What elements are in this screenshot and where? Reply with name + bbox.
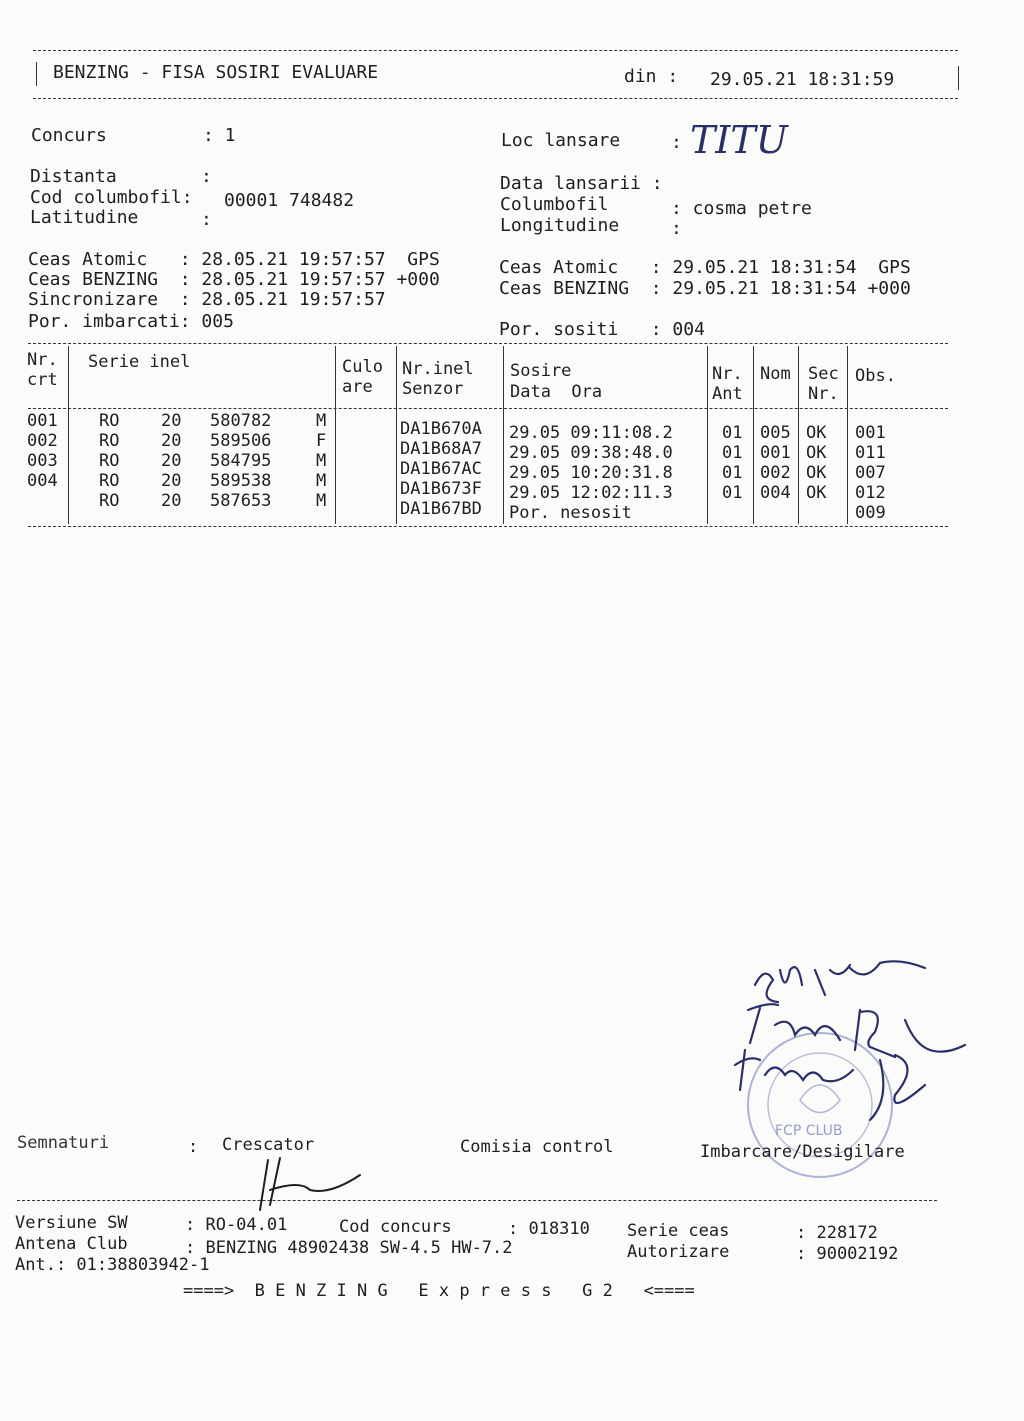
header-crt: crt: [27, 370, 58, 390]
row-obs: 012: [855, 483, 886, 503]
document-title: BENZING - FISA SOSIRI EVALUARE: [53, 62, 379, 83]
header-data-ora: Data Ora: [510, 382, 603, 402]
loc-lansare-label: Loc lansare: [501, 130, 621, 151]
row-nr: 001: [27, 411, 58, 431]
header-obs: Obs.: [855, 366, 896, 386]
row-sex: M: [316, 411, 327, 431]
row-year: 20: [161, 411, 182, 431]
row-obs: 011: [855, 443, 886, 463]
row-nom: 002: [760, 463, 791, 483]
porumbei-sositi: Por. sositi : 004: [499, 319, 705, 340]
concurs-label: Concurs: [31, 125, 107, 146]
row-ring: 587653: [210, 491, 272, 511]
row-obs: 001: [855, 423, 886, 443]
header-sosire: Sosire: [510, 361, 572, 381]
signature-imbarcare-label: Imbarcare/Desigilare: [700, 1142, 905, 1162]
col-divider-serie: [335, 346, 336, 524]
ceas-benzing-start: Ceas BENZING : 28.05.21 19:57:57 +000: [28, 269, 440, 290]
header-nr-inel: Nr.inel: [402, 359, 474, 379]
row-ring: 589538: [210, 471, 272, 491]
data-lansarii-label: Data lansarii :: [500, 173, 663, 194]
col-divider-nr: [68, 346, 69, 524]
row-obs: 007: [855, 463, 886, 483]
row-arrival: Por. nesosit: [509, 503, 632, 523]
header-top-rule: [33, 50, 958, 51]
header-right-bar: [958, 66, 959, 90]
row-sex: F: [316, 431, 327, 451]
loc-lansare-colon: :: [671, 132, 682, 153]
semnaturi-colon: :: [188, 1137, 199, 1157]
row-ring: 580782: [210, 411, 272, 431]
row-arrival: 29.05 09:11:08.2: [509, 423, 673, 443]
row-obs: 009: [855, 503, 886, 523]
distanta-label: Distanta: [30, 166, 117, 187]
row-arrival: 29.05 12:02:11.3: [509, 483, 673, 503]
latitudine-value: :: [201, 209, 212, 230]
crescator-signature: [240, 1150, 370, 1220]
row-country: RO: [99, 411, 120, 431]
autorizare-value: : 90002192: [796, 1244, 899, 1264]
semnaturi-label: Semnaturi: [17, 1133, 110, 1153]
serie-ceas-label: Serie ceas: [627, 1221, 730, 1241]
col-divider-nom: [798, 346, 799, 524]
header-nom: Nom: [760, 364, 791, 384]
row-country: RO: [99, 431, 120, 451]
row-sex: M: [316, 451, 327, 471]
row-nom: 004: [760, 483, 791, 503]
row-sensor: DA1B673F: [400, 479, 482, 499]
row-ring: 589506: [210, 431, 272, 451]
latitudine-label: Latitudine: [30, 207, 139, 228]
versiune-label: Versiune SW: [15, 1213, 128, 1233]
ceas-atomic-start: Ceas Atomic : 28.05.21 19:57:57 GPS: [28, 249, 440, 270]
row-nom: 005: [760, 423, 791, 443]
cod-concurs-value: : 018310: [508, 1219, 590, 1239]
row-antenna: 01: [722, 483, 743, 503]
header-bottom-rule: [33, 98, 958, 99]
header-date-value: 29.05.21 18:31:59: [710, 69, 895, 90]
table-bottom-rule: [28, 526, 948, 527]
table-header-rule: [28, 408, 948, 409]
col-divider-sec: [847, 346, 848, 524]
antena-club-label: Antena Club: [15, 1234, 128, 1254]
header-sec: Sec: [808, 364, 839, 384]
versiune-value: : RO-04.01: [185, 1215, 288, 1235]
porumbei-imbarcati: Por. imbarcati: 005: [28, 311, 234, 332]
header-culo: Culo: [342, 357, 383, 377]
header-are: are: [342, 377, 373, 397]
row-antenna: 01: [722, 423, 743, 443]
row-sensor: DA1B670A: [400, 419, 482, 439]
benzing-express-banner: ====> B E N Z I N G E x p r e s s G 2 <====: [183, 1281, 695, 1301]
autorizare-label: Autorizare: [627, 1242, 730, 1262]
row-nr: 004: [27, 471, 58, 491]
row-arrival: 29.05 09:38:48.0: [509, 443, 673, 463]
row-ring: 584795: [210, 451, 272, 471]
cod-columbofil-value: 00001 748482: [224, 190, 355, 211]
row-nr: 002: [27, 431, 58, 451]
row-sec: OK: [806, 463, 827, 483]
concurs-value: : 1: [203, 125, 236, 146]
signature-comisia-label: Comisia control: [460, 1137, 614, 1157]
table-top-rule: [28, 343, 948, 344]
columbofil-value: : cosma petre: [671, 198, 812, 219]
ceas-benzing-end: Ceas BENZING : 29.05.21 18:31:54 +000: [499, 278, 911, 299]
header-serie-inel: Serie inel: [88, 352, 191, 372]
signature-crescator-label: Crescator: [222, 1135, 315, 1155]
row-country: RO: [99, 491, 120, 511]
header-senzor: Senzor: [402, 379, 464, 399]
antena-id-line: Ant.: 01:38803942-1: [15, 1255, 210, 1275]
row-sensor: DA1B68A7: [400, 439, 482, 459]
row-antenna: 01: [722, 443, 743, 463]
col-divider-culoare: [396, 346, 397, 524]
row-antenna: 01: [722, 463, 743, 483]
longitudine-value: :: [671, 218, 682, 239]
row-year: 20: [161, 451, 182, 471]
header-sec-nr: Nr.: [808, 384, 839, 404]
row-sensor: DA1B67AC: [400, 459, 482, 479]
distanta-value: :: [201, 166, 212, 187]
header-ant: Ant: [712, 384, 743, 404]
row-sec: OK: [806, 443, 827, 463]
loc-lansare-handwritten: TITU: [690, 118, 788, 162]
stamp-text: FCP CLUB: [775, 1123, 843, 1139]
ceas-atomic-end: Ceas Atomic : 29.05.21 18:31:54 GPS: [499, 257, 911, 278]
row-sensor: DA1B67BD: [400, 499, 482, 519]
columbofil-label: Columbofil: [500, 194, 609, 215]
header-left-bar: [36, 62, 37, 86]
row-year: 20: [161, 471, 182, 491]
col-divider-senzor: [503, 346, 504, 524]
header-nr: Nr.: [27, 350, 58, 370]
col-divider-sosire: [707, 346, 708, 524]
serie-ceas-value: : 228172: [796, 1223, 878, 1243]
sincronizare: Sincronizare : 28.05.21 19:57:57: [28, 289, 386, 310]
row-country: RO: [99, 451, 120, 471]
row-sec: OK: [806, 483, 827, 503]
row-arrival: 29.05 10:20:31.8: [509, 463, 673, 483]
footer-rule: [17, 1200, 937, 1201]
row-country: RO: [99, 471, 120, 491]
header-date-label: din :: [624, 66, 679, 87]
cod-columbofil-label: Cod columbofil:: [30, 187, 193, 208]
antena-club-value: : BENZING 48902438 SW-4.5 HW-7.2: [185, 1238, 513, 1258]
row-year: 20: [161, 431, 182, 451]
row-sex: M: [316, 491, 327, 511]
longitudine-label: Longitudine: [500, 215, 620, 236]
cod-concurs-label: Cod concurs: [339, 1217, 452, 1237]
row-sec: OK: [806, 423, 827, 443]
row-nr: 003: [27, 451, 58, 471]
row-sex: M: [316, 471, 327, 491]
row-nom: 001: [760, 443, 791, 463]
row-year: 20: [161, 491, 182, 511]
col-divider-ant: [753, 346, 754, 524]
header-nr-ant: Nr.: [712, 364, 743, 384]
